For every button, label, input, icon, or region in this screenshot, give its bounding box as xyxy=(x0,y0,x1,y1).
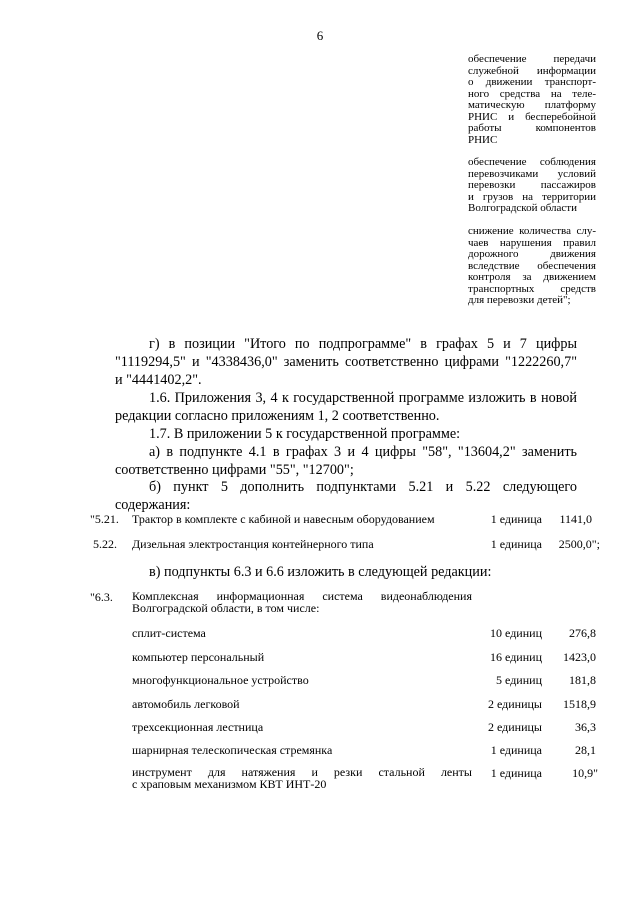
table-row xyxy=(0,650,640,666)
text-line: "1119294,5" и "4338436,0" заменить соответственно цифрами "1222260,7" xyxy=(115,354,577,370)
text-line: матическую платформу xyxy=(468,99,596,111)
text-line: Комплексная информационная система видеонаблюдения xyxy=(132,589,472,603)
table-row xyxy=(0,626,640,642)
paragraph-v xyxy=(115,563,577,581)
table-row xyxy=(0,743,640,759)
text-line: г) в позиции "Итого по подпрограмме" в графах 5 и 7 цифры xyxy=(149,336,577,352)
right-cell-compliance xyxy=(468,157,596,215)
row-quantity: 1 единица xyxy=(490,743,542,757)
page-number: 6 xyxy=(316,28,324,43)
text-line: обеспечение соблюдения xyxy=(468,156,596,168)
row-name: Трактор в комплекте с кабиной и навесным оборудованием xyxy=(132,512,435,526)
text-line: перевозчиками условий xyxy=(468,167,596,180)
table-row xyxy=(0,537,640,553)
row-number: 5.22. xyxy=(93,537,117,551)
text-line: РНИС и бесперебойной xyxy=(468,110,596,123)
text-line: содержания: xyxy=(115,497,191,513)
row-quantity: 2 единицы xyxy=(487,720,542,734)
row-quantity: 2 единицы xyxy=(487,697,542,711)
text-line: редакции согласно приложениям 1, 2 соответственно. xyxy=(115,408,440,424)
text-line: обеспечение передачи xyxy=(468,53,596,65)
text-line: и "4441402,2". xyxy=(115,372,202,388)
row-quantity: 1 единица xyxy=(490,766,542,780)
row-value: 1518,9 xyxy=(563,697,596,711)
row-value: 28,1 xyxy=(575,743,596,757)
row-name: автомобиль легковой xyxy=(132,697,240,711)
text-line: контроля за движением xyxy=(468,271,596,283)
text-line: и грузов на территории xyxy=(468,190,596,203)
row-value: 10,9" xyxy=(572,766,598,780)
row-name: Дизельная электростанция контейнерного типа xyxy=(132,537,374,551)
text-line: с храповым механизмом КВТ ИНТ-20 xyxy=(132,777,327,791)
group-title xyxy=(132,590,472,614)
row-name xyxy=(132,766,472,790)
row-value: 1141,0 xyxy=(559,512,592,526)
text-line: ного средства на теле- xyxy=(468,87,596,100)
row-value: 2500,0"; xyxy=(558,537,600,551)
row-quantity: 16 единиц xyxy=(490,650,542,664)
text-line: 1.6. Приложения 3, 4 к государственной программе изложить в новой xyxy=(149,390,577,406)
paragraph-b xyxy=(115,478,577,514)
row-name: компьютер персональный xyxy=(132,650,265,664)
text-line: Волгоградской области xyxy=(468,202,577,214)
text-line: в) подпункты 6.3 и 6.6 изложить в следующей редакции: xyxy=(149,564,492,580)
row-quantity: 1 единица xyxy=(490,537,542,551)
row-quantity: 5 единиц xyxy=(496,673,542,687)
row-value: 1423,0 xyxy=(563,650,596,664)
paragraph-1-6 xyxy=(115,389,577,425)
right-cell-transfer xyxy=(468,54,596,146)
table-row xyxy=(0,673,640,689)
table-row xyxy=(0,512,640,528)
row-name: шарнирная телескопическая стремянка xyxy=(132,743,333,757)
row-number: "6.3. xyxy=(90,590,113,604)
text-line: инструмент для натяжения и резки стальной ленты xyxy=(132,765,472,779)
text-line: дорожного движения xyxy=(468,248,596,260)
text-line: для перевозки детей"; xyxy=(468,294,571,306)
text-line: чаев нарушения правил xyxy=(468,236,596,249)
row-number: "5.21. xyxy=(90,512,119,526)
table-row xyxy=(0,697,640,713)
paragraph-a xyxy=(115,443,577,479)
text-line: РНИС xyxy=(468,133,498,146)
row-name: многофункциональное устройство xyxy=(132,673,309,687)
text-line: Волгоградской области, в том числе: xyxy=(132,601,320,615)
text-line: о движении транспорт- xyxy=(468,76,596,88)
text-line: а) в подпункте 4.1 в графах 3 и 4 цифры "58", "13604,2" заменить xyxy=(149,444,577,460)
table-row xyxy=(0,720,640,736)
text-line: работы компонентов xyxy=(468,122,596,134)
paragraph-1-7 xyxy=(115,425,577,443)
text-line: 1.7. В приложении 5 к государственной программе: xyxy=(149,426,461,442)
text-line: снижение количества слу- xyxy=(468,225,596,237)
text-line: транспортных средств xyxy=(468,282,596,295)
row-value: 276,8 xyxy=(569,626,596,640)
right-cell-reduction xyxy=(468,226,596,307)
row-quantity: 10 единиц xyxy=(490,626,542,640)
row-value: 36,3 xyxy=(575,720,596,734)
row-value: 181,8 xyxy=(569,673,596,687)
paragraph-g xyxy=(115,335,577,389)
row-name: сплит-система xyxy=(132,626,206,640)
text-line: служебной информации xyxy=(468,64,596,77)
text-line: б) пункт 5 дополнить подпунктами 5.21 и 5.22 следующего xyxy=(149,479,577,495)
row-name: трехсекционная лестница xyxy=(132,720,264,734)
text-line: перевозки пассажиров xyxy=(468,179,596,191)
text-line: соответственно цифрами "55", "12700"; xyxy=(115,462,354,478)
text-line: вследствие обеспечения xyxy=(468,259,596,272)
row-quantity: 1 единица xyxy=(490,512,542,526)
